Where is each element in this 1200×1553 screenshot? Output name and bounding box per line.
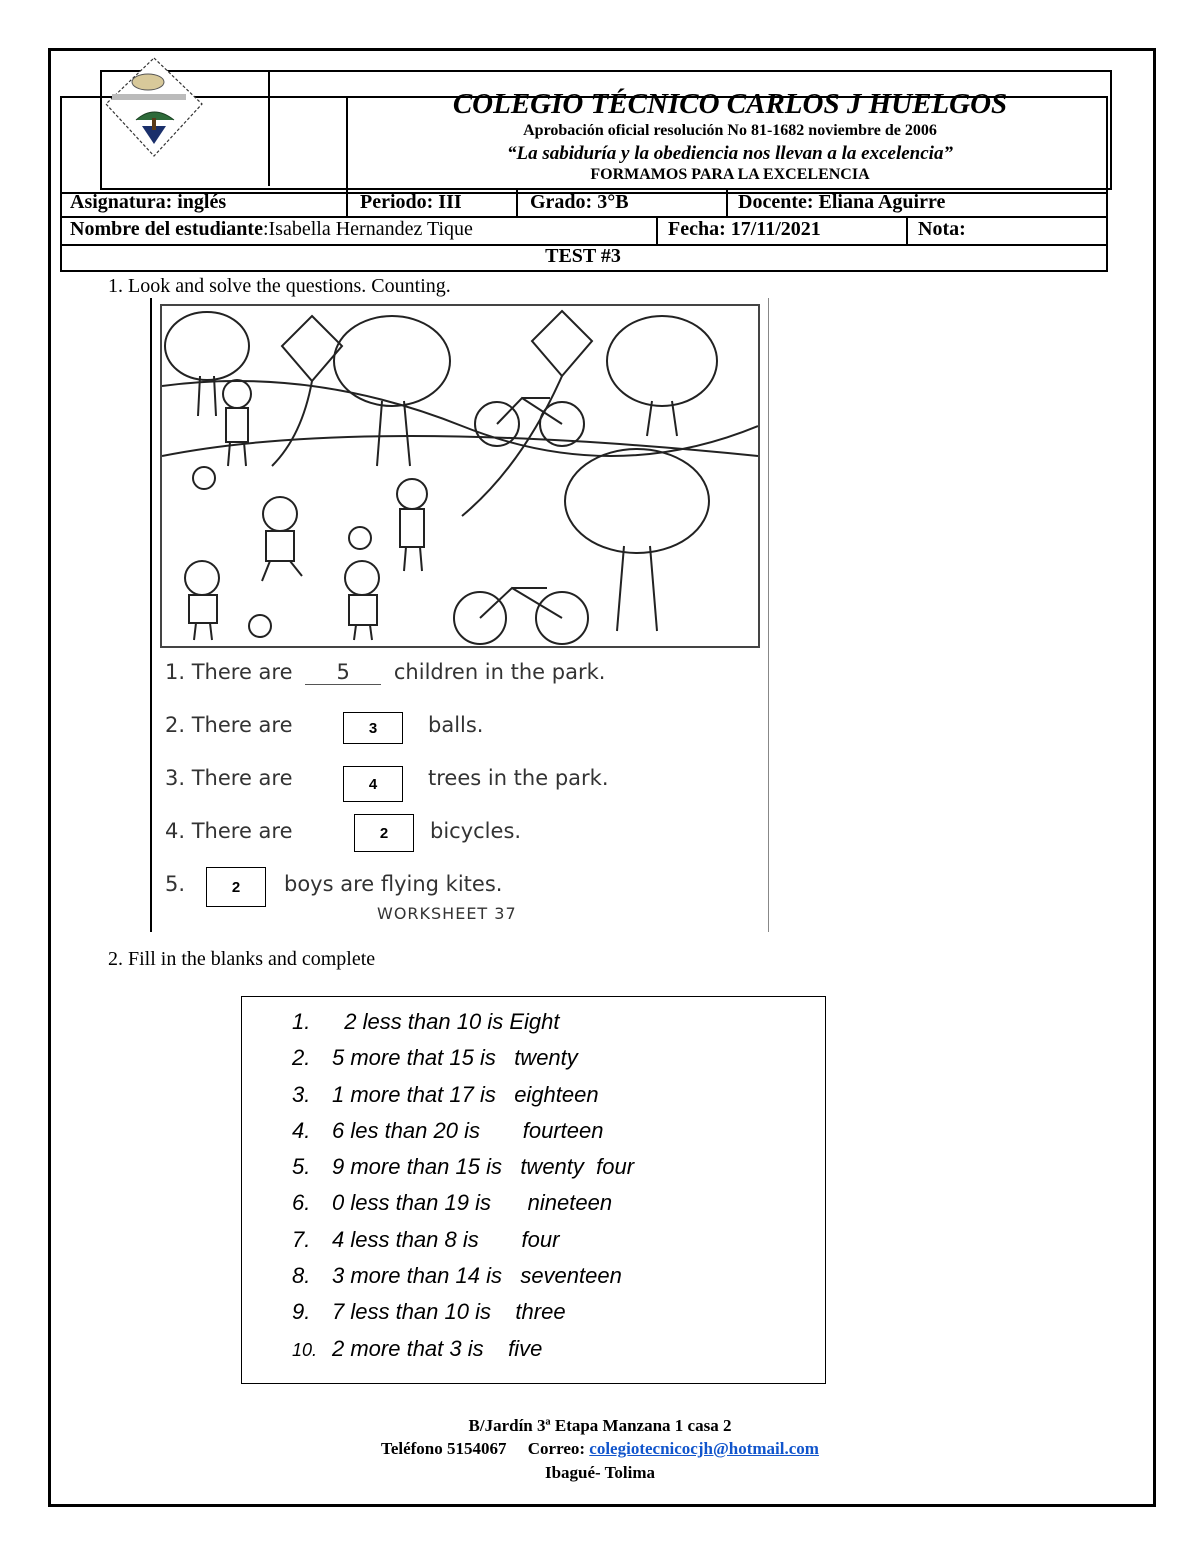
col-line (726, 190, 728, 216)
date: Fecha: 17/11/2021 (668, 218, 821, 240)
footer-phone: Teléfono 5154067 Correo: (381, 1439, 590, 1458)
school-name: COLEGIO TÉCNICO CARLOS J HUELGOS (452, 88, 1008, 120)
student-name: :Isabella Hernandez Tique (262, 218, 473, 240)
motto: “La sabiduría y la obediencia nos llevan a la excelencia” (507, 143, 953, 164)
worksheet-label: WORKSHEET 37 (377, 904, 517, 923)
col-line (906, 216, 908, 244)
list-item: 9. 7 less than 10 is three (292, 1299, 566, 1325)
question-2-prefix: 2. There are (165, 713, 293, 737)
teacher: Docente: Eliana Aguirre (738, 191, 946, 213)
col-line (516, 190, 518, 216)
footer-city: Ibagué- Tolima (544, 1463, 656, 1482)
q1-answer: 5 (305, 660, 381, 685)
question-3-prefix: 3. There are (165, 766, 293, 790)
email-link[interactable]: colegiotecnicocjh@hotmail.com (589, 1439, 819, 1458)
tree-icon (607, 316, 717, 436)
divider (268, 70, 270, 186)
list-item: 8. 3 more than 14 is seventeen (292, 1263, 622, 1289)
list-item: 2. 5 more that 15 is twenty (292, 1045, 578, 1071)
ball-icon (193, 467, 215, 489)
tree-icon (165, 312, 249, 416)
grade-label: Nota: (918, 218, 966, 240)
list-item: 1. 2 less than 10 is Eight (292, 1009, 560, 1034)
approval-text: Aprobación oficial resolución No 81-1682 noviembre de 2006 (523, 122, 937, 139)
q2-answer: 3 (343, 712, 403, 744)
q4-answer: 2 (354, 814, 414, 852)
section1-instruction: 1. Look and solve the questions. Counting. (108, 275, 451, 297)
q5-answer: 2 (206, 867, 266, 907)
question-1: 1. There are 5 children in the park. (165, 660, 606, 684)
test-title: TEST #3 (545, 245, 621, 267)
col-line (656, 216, 658, 244)
question-5-suffix: boys are flying kites. (284, 872, 503, 896)
question-5-prefix: 5. (165, 872, 186, 896)
fill-blanks-list (292, 1009, 634, 1372)
bicycle-icon (454, 588, 588, 644)
slogan: FORMAMOS PARA LA EXCELENCIA (590, 166, 870, 183)
school-logo (98, 52, 210, 162)
question-2-suffix: balls. (428, 713, 484, 737)
col-line (346, 190, 348, 216)
footer-address: B/Jardín 3ª Etapa Manzana 1 casa 2 (468, 1416, 732, 1435)
child-icon (397, 479, 427, 571)
footer-contact (0, 1439, 1200, 1459)
list-item: 5. 9 more than 15 is twenty four (292, 1154, 635, 1180)
question-4-prefix: 4. There are (165, 819, 293, 843)
child-icon (262, 497, 302, 581)
student-label: Nombre del estudiante (70, 218, 263, 240)
grade: Grado: 3°B (530, 191, 629, 213)
tree-icon (334, 316, 450, 466)
list-item: 7. 4 less than 8 is four (292, 1226, 560, 1252)
section2-instruction: 2. Fill in the blanks and complete (108, 948, 376, 970)
park-illustration (160, 304, 760, 648)
question-3-suffix: trees in the park. (428, 766, 609, 790)
child-icon (345, 561, 379, 640)
subject: Asignatura: inglés (70, 191, 227, 213)
q3-answer: 4 (343, 766, 403, 802)
divider (346, 96, 348, 190)
student-row (70, 218, 473, 241)
question-4-suffix: bicycles. (430, 819, 522, 843)
child-icon (185, 561, 219, 640)
list-item: 6. 0 less than 19 is nineteen (292, 1190, 613, 1216)
kite-icon (272, 316, 342, 466)
list-item: 3. 1 more that 17 is eighteen (292, 1081, 599, 1107)
tree-icon (565, 449, 709, 631)
child-icon (223, 380, 251, 466)
ball-icon (349, 527, 371, 549)
ball-icon (249, 615, 271, 637)
period: Periodo: III (360, 191, 462, 213)
list-item: 10. 2 more that 3 is five (292, 1335, 543, 1361)
kite-icon (462, 311, 592, 516)
list-item: 4. 6 les than 20 is fourteen (292, 1117, 604, 1143)
